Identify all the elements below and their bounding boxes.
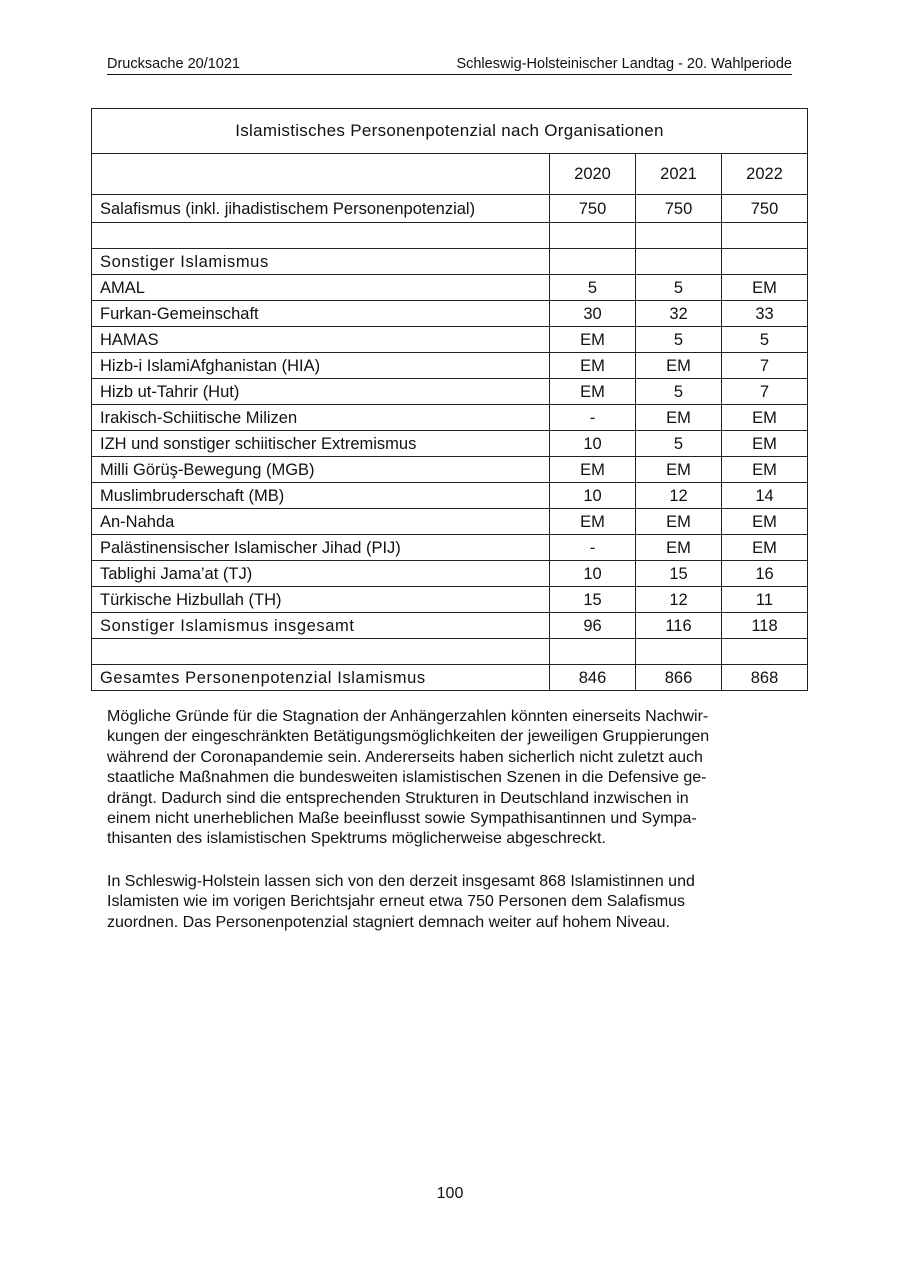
- value-cell: 750: [636, 195, 722, 223]
- value-cell: 12: [636, 483, 722, 509]
- table-row: [92, 535, 808, 561]
- value-cell: 15: [550, 587, 636, 613]
- page-number: 100: [436, 1185, 464, 1202]
- paragraph-line: kungen der eingeschränkten Betätigungsmöglichkeiten der jeweiligen Gruppierungen: [107, 728, 710, 746]
- value-cell: 14: [722, 483, 808, 509]
- paragraph-line: staatliche Maßnahmen die bundesweiten islamistischen Szenen in die Defensive ge-: [107, 769, 707, 787]
- paragraph-line: thisanten des islamistischen Spektrums möglicherweise abgeschreckt.: [107, 830, 606, 848]
- value-cell: 11: [722, 587, 808, 613]
- table-row: [92, 457, 808, 483]
- value-cell: 12: [636, 587, 722, 613]
- value-cell: 868: [722, 665, 808, 691]
- value-cell: 5: [550, 275, 636, 301]
- value-cell: [636, 249, 722, 275]
- value-cell: 5: [636, 431, 722, 457]
- table-caption-row: [92, 109, 808, 154]
- value-cell: [722, 223, 808, 249]
- value-cell: 5: [636, 379, 722, 405]
- value-cell: EM: [722, 405, 808, 431]
- table-row: [92, 483, 808, 509]
- organisations-table: [91, 108, 808, 691]
- paragraph-line: Mögliche Gründe für die Stagnation der Anhängerzahlen könnten einerseits Nachwir-: [107, 708, 709, 725]
- paragraph-line: während der Coronapandemie sein. Andererseits haben sicherlich nicht zuletzt auch: [107, 748, 703, 766]
- header-empty-cell: [92, 154, 550, 195]
- row-label: IZH und sonstiger schiitischer Extremismus: [92, 431, 550, 457]
- value-cell: 33: [722, 301, 808, 327]
- value-cell: EM: [636, 353, 722, 379]
- row-label: Furkan-Gemeinschaft: [92, 301, 550, 327]
- value-cell: 16: [722, 561, 808, 587]
- table-row: [92, 431, 808, 457]
- row-label: Salafismus (inkl. jihadistischem Personenpotenzial): [92, 195, 550, 223]
- value-cell: 5: [636, 275, 722, 301]
- value-cell: -: [550, 535, 636, 561]
- row-label: Tablighi Jama’at (TJ): [92, 561, 550, 587]
- paragraph-reasons: [107, 707, 797, 850]
- row-label: Milli Görüş-Bewegung (MGB): [92, 457, 550, 483]
- table-row: [92, 195, 808, 223]
- value-cell: 10: [550, 431, 636, 457]
- value-cell: [550, 249, 636, 275]
- table-row: [92, 405, 808, 431]
- paragraph-line: zuordnen. Das Personenpotenzial stagniert demnach weiter auf hohem Niveau.: [107, 913, 670, 931]
- value-cell: EM: [636, 457, 722, 483]
- value-cell: 116: [636, 613, 722, 639]
- value-cell: [636, 639, 722, 665]
- table-row: [92, 249, 808, 275]
- value-cell: EM: [722, 509, 808, 535]
- value-cell: EM: [636, 535, 722, 561]
- paragraph-line: einem nicht unerheblichen Maße beeinflusst sowie Sympathisantinnen und Sympa-: [107, 810, 697, 828]
- table-row: [92, 665, 808, 691]
- value-cell: [550, 639, 636, 665]
- table-row: [92, 561, 808, 587]
- table-row: [92, 275, 808, 301]
- page-header: [107, 54, 792, 75]
- year-header-2020: 2020: [550, 154, 636, 195]
- value-cell: [636, 223, 722, 249]
- value-cell: 32: [636, 301, 722, 327]
- table-row: [92, 639, 808, 665]
- value-cell: 7: [722, 379, 808, 405]
- table-row: [92, 509, 808, 535]
- value-cell: EM: [722, 457, 808, 483]
- row-label: Hizb-i IslamiAfghanistan (HIA): [92, 353, 550, 379]
- value-cell: EM: [550, 353, 636, 379]
- value-cell: EM: [636, 405, 722, 431]
- value-cell: 7: [722, 353, 808, 379]
- value-cell: EM: [550, 379, 636, 405]
- table-row: [92, 327, 808, 353]
- value-cell: 5: [722, 327, 808, 353]
- table-row: [92, 301, 808, 327]
- value-cell: 5: [636, 327, 722, 353]
- row-label: HAMAS: [92, 327, 550, 353]
- value-cell: EM: [550, 509, 636, 535]
- paragraph-line: Islamisten wie im vorigen Berichtsjahr erneut etwa 750 Personen dem Salafismus: [107, 893, 686, 911]
- value-cell: EM: [722, 535, 808, 561]
- value-cell: -: [550, 405, 636, 431]
- value-cell: 866: [636, 665, 722, 691]
- value-cell: 10: [550, 561, 636, 587]
- value-cell: 750: [722, 195, 808, 223]
- document-number: Drucksache 20/1021: [107, 56, 240, 72]
- paragraph-line: drängt. Dadurch sind die entsprechenden Strukturen in Deutschland inzwischen in: [107, 789, 689, 807]
- table-row: [92, 353, 808, 379]
- row-label: Palästinensischer Islamischer Jihad (PIJ): [92, 535, 550, 561]
- row-label: Gesamtes Personenpotenzial Islamismus: [92, 665, 550, 691]
- parliament-title: Schleswig-Holsteinischer Landtag - 20. Wahlperiode: [456, 56, 792, 72]
- value-cell: [722, 639, 808, 665]
- value-cell: [550, 223, 636, 249]
- value-cell: EM: [722, 275, 808, 301]
- value-cell: 96: [550, 613, 636, 639]
- value-cell: EM: [550, 327, 636, 353]
- paragraph-schleswig-holstein: [107, 872, 797, 933]
- table-caption: Islamistisches Personenpotenzial nach Organisationen: [92, 109, 808, 154]
- value-cell: [722, 249, 808, 275]
- value-cell: 15: [636, 561, 722, 587]
- value-cell: 750: [550, 195, 636, 223]
- value-cell: EM: [636, 509, 722, 535]
- value-cell: 118: [722, 613, 808, 639]
- row-label: Sonstiger Islamismus insgesamt: [92, 613, 550, 639]
- value-cell: 10: [550, 483, 636, 509]
- year-header-2022: 2022: [722, 154, 808, 195]
- value-cell: 30: [550, 301, 636, 327]
- row-label: [92, 223, 550, 249]
- value-cell: EM: [550, 457, 636, 483]
- row-label: [92, 639, 550, 665]
- row-label: An-Nahda: [92, 509, 550, 535]
- row-label: Irakisch-Schiitische Milizen: [92, 405, 550, 431]
- table-row: [92, 587, 808, 613]
- row-label: Hizb ut-Tahrir (Hut): [92, 379, 550, 405]
- row-label: Sonstiger Islamismus: [92, 249, 550, 275]
- table-row: [92, 379, 808, 405]
- year-header-2021: 2021: [636, 154, 722, 195]
- table-row: [92, 223, 808, 249]
- paragraph-line: In Schleswig-Holstein lassen sich von den derzeit insgesamt 868 Islamistinnen und: [107, 873, 695, 890]
- table-header-row: [92, 154, 808, 195]
- table-row: [92, 613, 808, 639]
- value-cell: 846: [550, 665, 636, 691]
- value-cell: EM: [722, 431, 808, 457]
- row-label: AMAL: [92, 275, 550, 301]
- row-label: Türkische Hizbullah (TH): [92, 587, 550, 613]
- row-label: Muslimbruderschaft (MB): [92, 483, 550, 509]
